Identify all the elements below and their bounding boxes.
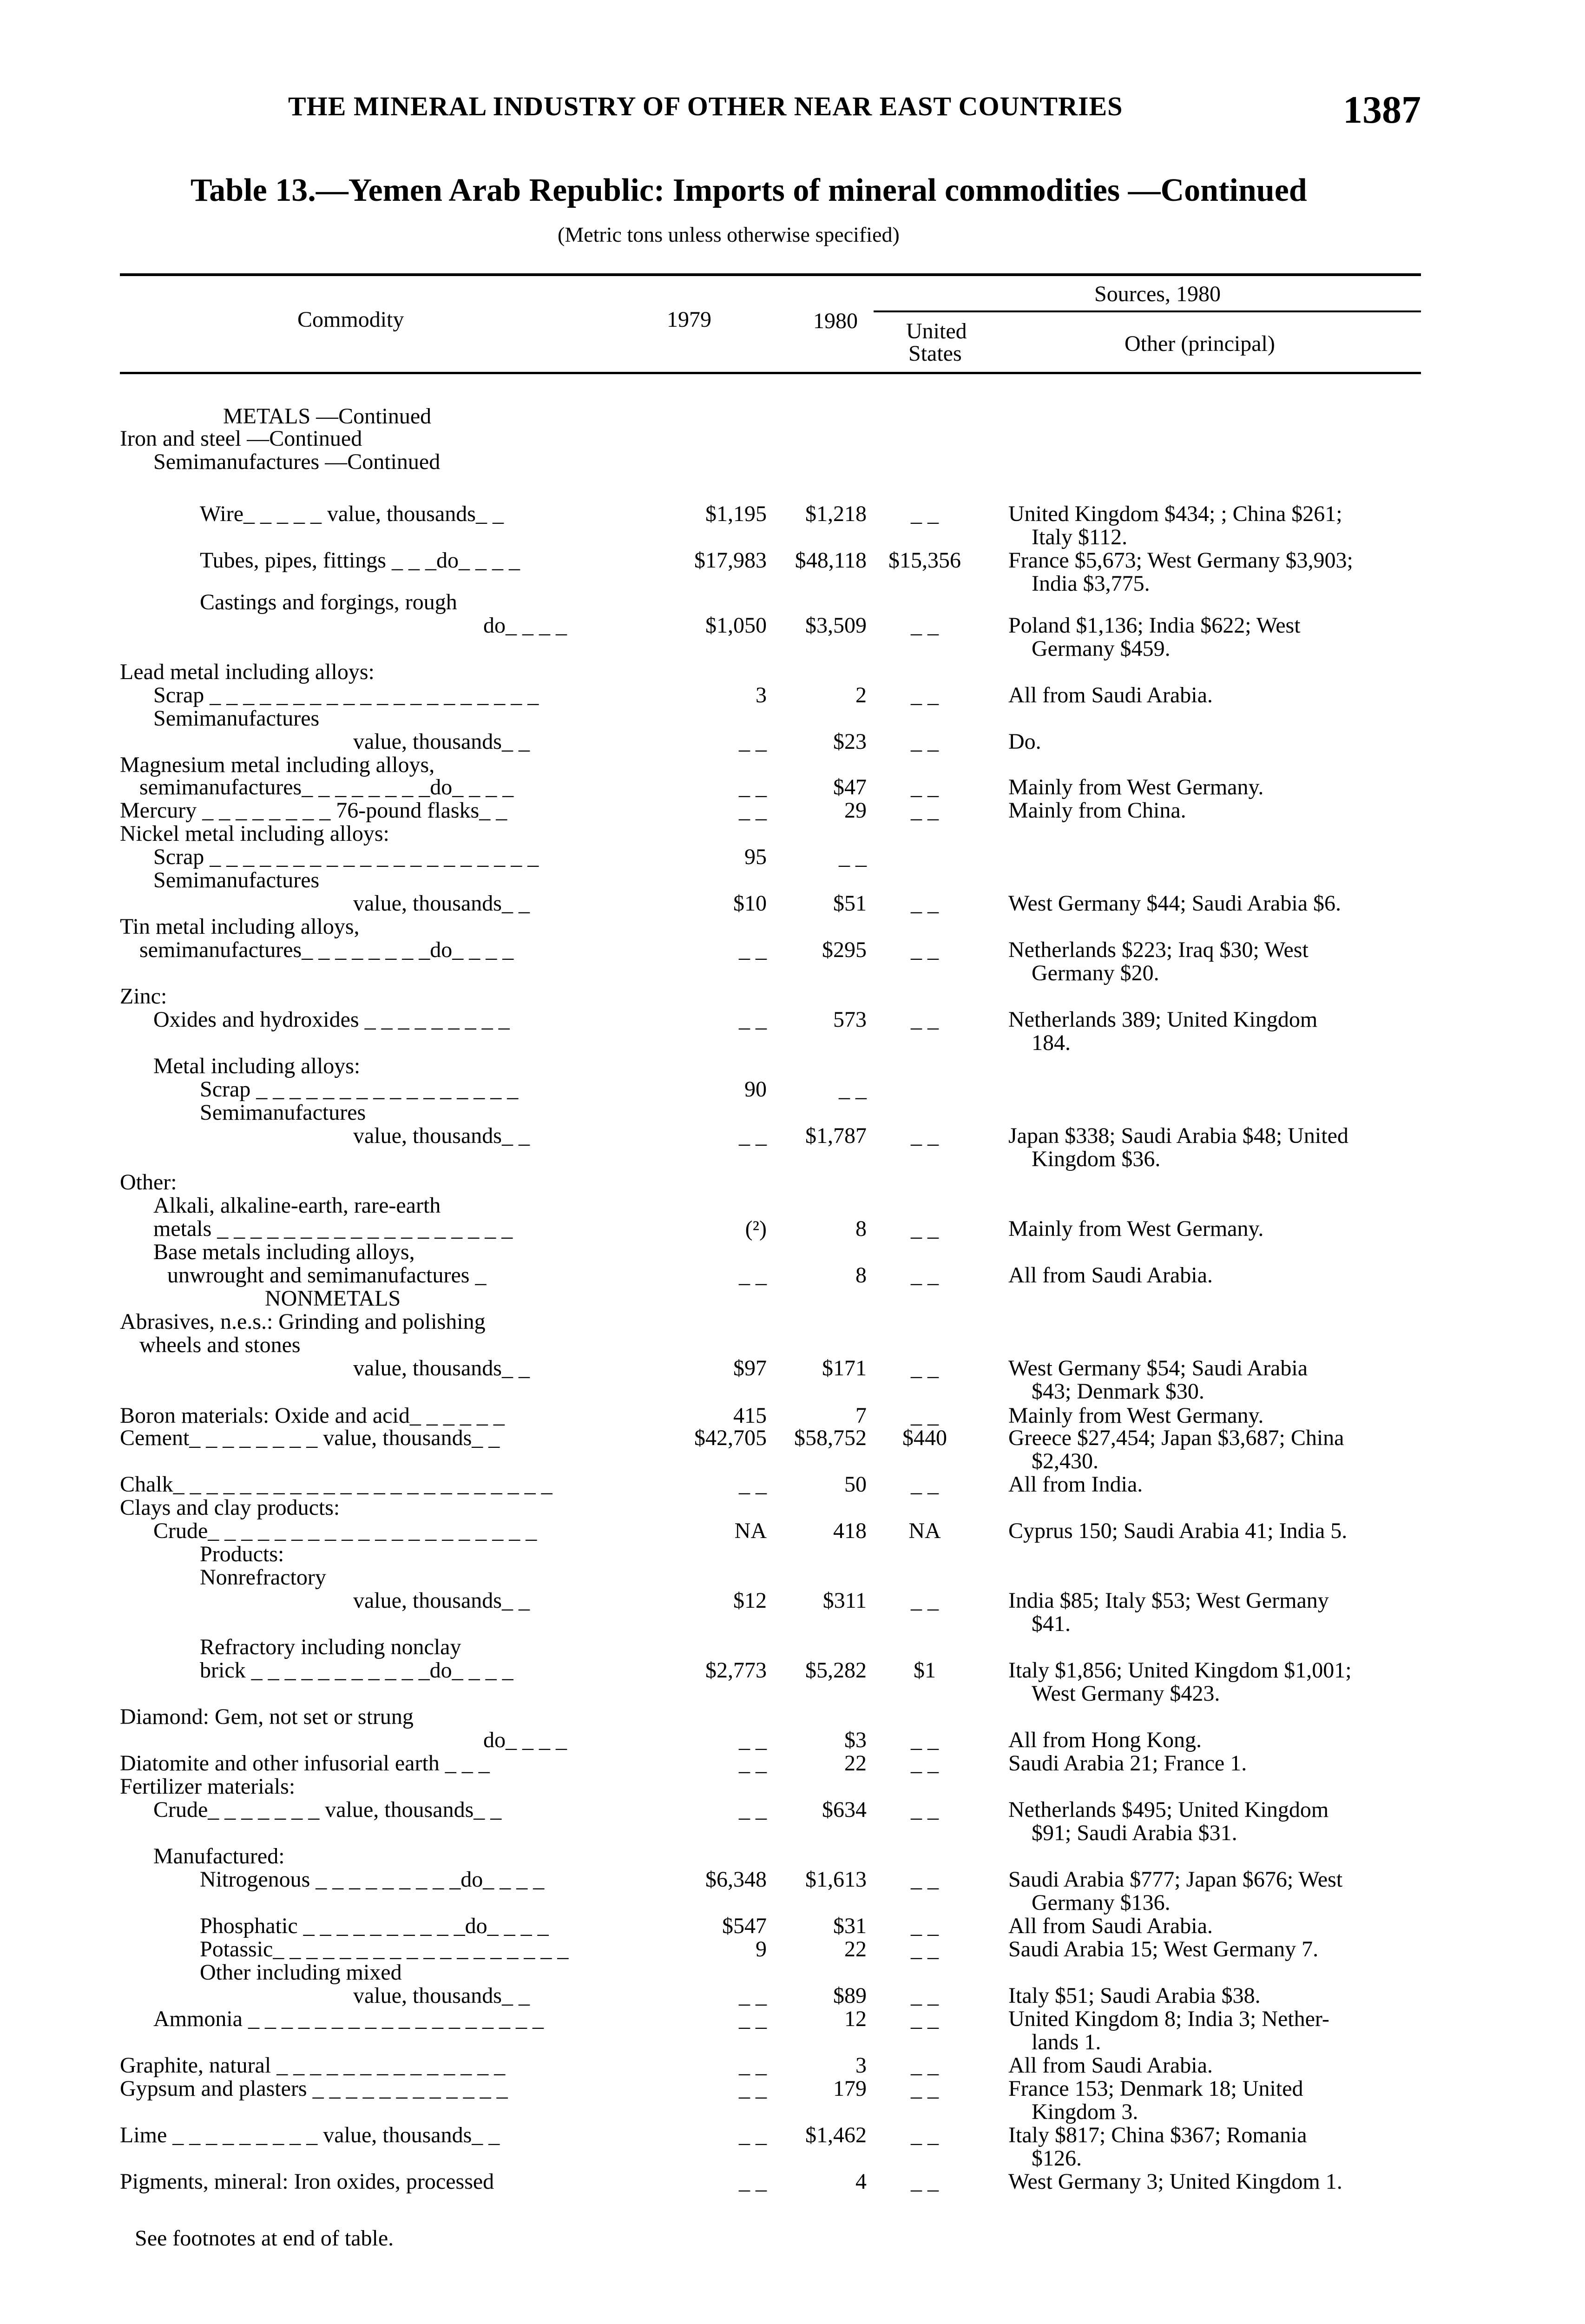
commodity-label: Cement_ _ _ _ _ _ _ _ value, thousands_ _: [120, 1426, 500, 1450]
commodity-label: Scrap _ _ _ _ _ _ _ _ _ _ _ _ _ _ _ _ _ _ _ _: [153, 683, 539, 707]
source-other-line: All from India.: [1008, 1472, 1143, 1497]
value-1980: 50: [844, 1472, 867, 1497]
value-1979: _ _: [739, 775, 767, 799]
value-1980: $1,462: [805, 2123, 867, 2147]
value-united-states: _ _: [911, 1216, 939, 1241]
value-1980: 3: [855, 2053, 867, 2078]
value-1980: 7: [855, 1403, 867, 1428]
source-other-line: $2,430.: [1032, 1449, 1098, 1473]
header-commodity: Commodity: [297, 307, 404, 332]
source-other-line: Germany $459.: [1032, 636, 1171, 661]
value-1980: _ _: [839, 845, 867, 869]
value-united-states: _ _: [911, 502, 939, 526]
value-united-states: _ _: [911, 1263, 939, 1287]
value-1980: $58,752: [794, 1426, 867, 1450]
value-1979: $12: [733, 1588, 767, 1613]
sources-rule: [874, 310, 1421, 312]
value-1979: $1,195: [705, 502, 767, 526]
value-1979: 9: [756, 1937, 767, 1961]
value-1979: _ _: [739, 2169, 767, 2194]
source-other-line: $41.: [1032, 1611, 1071, 1636]
commodity-label: Ammonia _ _ _ _ _ _ _ _ _ _ _ _ _ _ _ _ _ _: [153, 2007, 544, 2031]
value-1979: NA: [734, 1519, 767, 1543]
commodity-label: Zinc:: [120, 984, 167, 1009]
source-other-line: Mainly from China.: [1008, 798, 1186, 823]
header-other: Other (principal): [1125, 331, 1275, 356]
value-1980: 4: [855, 2169, 867, 2194]
source-other-line: $91; Saudi Arabia $31.: [1032, 1821, 1237, 1845]
commodity-label: Oxides and hydroxides _ _ _ _ _ _ _ _ _: [153, 1007, 510, 1032]
source-other-line: United Kingdom $434; ; China $261;: [1008, 502, 1342, 526]
value-1980: 573: [833, 1007, 867, 1032]
value-1979: _ _: [739, 1728, 767, 1752]
value-1979: (²): [745, 1216, 767, 1241]
value-united-states: _ _: [911, 891, 939, 916]
value-1980: $1,787: [805, 1123, 867, 1148]
value-1980: $23: [833, 729, 867, 754]
value-1979: _ _: [739, 1751, 767, 1776]
source-other-line: Mainly from West Germany.: [1008, 1216, 1264, 1241]
source-other-line: Netherlands $223; Iraq $30; West: [1008, 938, 1309, 962]
value-1979: _ _: [739, 938, 767, 962]
commodity-label: Fertilizer materials:: [120, 1774, 296, 1799]
value-united-states: _ _: [911, 613, 939, 638]
source-other-line: $43; Denmark $30.: [1032, 1379, 1204, 1404]
commodity-label: value, thousands_ _: [353, 1123, 530, 1148]
value-1980: $634: [822, 1797, 867, 1822]
value-1979: _ _: [739, 1263, 767, 1287]
commodity-label: Graphite, natural _ _ _ _ _ _ _ _ _ _ _ _ _ _: [120, 2053, 506, 2078]
value-1979: 415: [733, 1403, 767, 1428]
source-other-line: Mainly from West Germany.: [1008, 1403, 1264, 1428]
source-other-line: Netherlands $495; United Kingdom: [1008, 1797, 1329, 1822]
value-1980: $51: [833, 891, 867, 916]
commodity-label: semimanufactures_ _ _ _ _ _ _ _do_ _ _ _: [139, 938, 514, 962]
table-title: Table 13.—Yemen Arab Republic: Imports of mineral commodities —Continued: [191, 172, 1307, 208]
value-1979: $42,705: [694, 1426, 767, 1450]
value-united-states: _ _: [911, 2076, 939, 2101]
running-head: THE MINERAL INDUSTRY OF OTHER NEAR EAST COUNTRIES: [288, 91, 1123, 121]
value-united-states: $1: [914, 1658, 936, 1683]
table-top-rule: [120, 273, 1421, 276]
table-subtitle: (Metric tons unless otherwise specified): [558, 223, 900, 246]
value-united-states: _ _: [911, 938, 939, 962]
value-1980: $295: [822, 938, 867, 962]
commodity-label: Nonrefractory: [200, 1565, 326, 1590]
source-other-line: Germany $20.: [1032, 961, 1159, 985]
value-1979: $6,348: [705, 1867, 767, 1892]
source-other-line: Germany $136.: [1032, 1890, 1171, 1915]
source-other-line: United Kingdom 8; India 3; Nether-: [1008, 2007, 1329, 2031]
commodity-label: Diamond: Gem, not set or strung: [120, 1704, 414, 1729]
commodity-label: value, thousands_ _: [353, 729, 530, 754]
commodity-label: do_ _ _ _: [483, 613, 567, 638]
source-other-line: Italy $1,856; United Kingdom $1,001;: [1008, 1658, 1352, 1683]
commodity-label: Pigments, mineral: Iron oxides, processed: [120, 2169, 494, 2194]
commodity-label: Semimanufactures —Continued: [153, 449, 441, 474]
header-1979: 1979: [667, 307, 711, 332]
commodity-label: Potassic_ _ _ _ _ _ _ _ _ _ _ _ _ _ _ _ _ _: [200, 1937, 569, 1961]
page-number: 1387: [1343, 88, 1421, 132]
header-states: States: [908, 341, 962, 366]
value-1979: 3: [756, 683, 767, 707]
value-united-states: $440: [902, 1426, 947, 1450]
source-other-line: Netherlands 389; United Kingdom: [1008, 1007, 1318, 1032]
value-1979: _ _: [739, 1007, 767, 1032]
commodity-label: Lime _ _ _ _ _ _ _ _ _ value, thousands_ _: [120, 2123, 500, 2147]
value-1979: _ _: [739, 729, 767, 754]
source-other-line: Italy $112.: [1032, 525, 1128, 549]
commodity-label: Castings and forgings, rough: [200, 590, 457, 614]
value-1980: 2: [855, 683, 867, 707]
source-other-line: lands 1.: [1032, 2030, 1101, 2054]
commodity-label: value, thousands_ _: [353, 891, 530, 916]
value-1980: $31: [833, 1914, 867, 1938]
commodity-label: Other including mixed: [200, 1960, 402, 1985]
source-other-line: India $3,775.: [1032, 571, 1150, 596]
commodity-label: value, thousands_ _: [353, 1588, 530, 1613]
section-heading: NONMETALS: [265, 1286, 401, 1311]
value-united-states: _ _: [911, 1728, 939, 1752]
footnote: See footnotes at end of table.: [135, 2226, 394, 2251]
source-other-line: Do.: [1008, 729, 1041, 754]
value-1980: $3: [844, 1728, 867, 1752]
commodity-label: Iron and steel —Continued: [120, 426, 362, 451]
value-1980: 8: [855, 1216, 867, 1241]
commodity-label: Abrasives, n.e.s.: Grinding and polishing: [120, 1309, 486, 1334]
value-1979: $17,983: [694, 548, 767, 573]
source-other-line: 184.: [1032, 1030, 1071, 1055]
value-united-states: _ _: [911, 1403, 939, 1428]
value-united-states: _ _: [911, 2123, 939, 2147]
value-united-states: _ _: [911, 729, 939, 754]
commodity-label: Other:: [120, 1170, 177, 1195]
commodity-label: Boron materials: Oxide and acid_ _ _ _ _ _: [120, 1403, 505, 1428]
source-other-line: Italy $817; China $367; Romania: [1008, 2123, 1307, 2147]
value-united-states: _ _: [911, 2007, 939, 2031]
value-1979: _ _: [739, 1797, 767, 1822]
source-other-line: West Germany $423.: [1032, 1681, 1220, 1706]
value-united-states: _ _: [911, 1937, 939, 1961]
commodity-label: Magnesium metal including alloys,: [120, 753, 435, 777]
commodity-label: Gypsum and plasters _ _ _ _ _ _ _ _ _ _ _ _: [120, 2076, 508, 2101]
value-united-states: _ _: [911, 1588, 939, 1613]
source-other-line: All from Saudi Arabia.: [1008, 2053, 1213, 2078]
value-united-states: _ _: [911, 798, 939, 823]
value-united-states: _ _: [911, 2169, 939, 2194]
commodity-label: Lead metal including alloys:: [120, 660, 375, 684]
source-other-line: France $5,673; West Germany $3,903;: [1008, 548, 1353, 573]
value-1979: 90: [744, 1077, 767, 1102]
source-other-line: All from Saudi Arabia.: [1008, 683, 1213, 707]
source-other-line: Italy $51; Saudi Arabia $38.: [1008, 1983, 1261, 2008]
source-other-line: Poland $1,136; India $622; West: [1008, 613, 1301, 638]
header-1980: 1980: [813, 309, 858, 333]
value-1980: $5,282: [805, 1658, 867, 1683]
commodity-label: Scrap _ _ _ _ _ _ _ _ _ _ _ _ _ _ _ _ _ _ _ _: [153, 845, 539, 869]
source-other-line: West Germany $54; Saudi Arabia: [1008, 1356, 1308, 1380]
commodity-label: Tubes, pipes, fittings _ _ _do_ _ _ _: [200, 548, 520, 573]
source-other-line: Mainly from West Germany.: [1008, 775, 1264, 799]
value-1979: _ _: [739, 1472, 767, 1497]
commodity-label: metals _ _ _ _ _ _ _ _ _ _ _ _ _ _ _ _ _ _: [153, 1216, 513, 1241]
value-1980: $1,613: [805, 1867, 867, 1892]
source-other-line: All from Saudi Arabia.: [1008, 1914, 1213, 1938]
value-1980: 12: [844, 2007, 867, 2031]
value-1979: $1,050: [705, 613, 767, 638]
value-1980: 22: [844, 1751, 867, 1776]
commodity-label: Semimanufactures: [153, 868, 320, 892]
section-heading: METALS —Continued: [223, 404, 432, 429]
commodity-label: Base metals including alloys,: [153, 1240, 415, 1264]
source-other-line: France 153; Denmark 18; United: [1008, 2076, 1303, 2101]
value-1980: 22: [844, 1937, 867, 1961]
commodity-label: Scrap _ _ _ _ _ _ _ _ _ _ _ _ _ _ _ _: [200, 1077, 519, 1102]
commodity-label: Nitrogenous _ _ _ _ _ _ _ _ _do_ _ _ _: [200, 1867, 545, 1892]
commodity-label: do_ _ _ _: [483, 1728, 567, 1752]
value-1980: 418: [833, 1519, 867, 1543]
value-1979: _ _: [739, 798, 767, 823]
commodity-label: Manufactured:: [153, 1844, 285, 1868]
source-other-line: West Germany $44; Saudi Arabia $6.: [1008, 891, 1341, 916]
source-other-line: Cyprus 150; Saudi Arabia 41; India 5.: [1008, 1519, 1348, 1543]
value-1979: _ _: [739, 2053, 767, 2078]
commodity-label: Phosphatic _ _ _ _ _ _ _ _ _ _do_ _ _ _: [200, 1914, 549, 1938]
commodity-label: Crude_ _ _ _ _ _ _ value, thousands_ _: [153, 1797, 502, 1822]
value-1979: $2,773: [705, 1658, 767, 1683]
commodity-label: Semimanufactures: [153, 706, 320, 731]
source-other-line: $126.: [1032, 2146, 1082, 2171]
header-bottom-rule: [120, 372, 1421, 374]
commodity-label: Clays and clay products:: [120, 1495, 340, 1520]
commodity-label: Semimanufactures: [200, 1100, 366, 1125]
value-1979: _ _: [739, 2007, 767, 2031]
value-1979: $547: [722, 1914, 767, 1938]
value-united-states: _ _: [911, 1983, 939, 2008]
value-united-states: _ _: [911, 1356, 939, 1380]
commodity-label: Products:: [200, 1542, 284, 1566]
value-1980: $48,118: [795, 548, 867, 573]
value-1979: _ _: [739, 1123, 767, 1148]
commodity-label: Metal including alloys:: [153, 1054, 361, 1078]
commodity-label: unwrought and semimanufactures _: [167, 1263, 487, 1287]
source-other-line: Kingdom 3.: [1032, 2100, 1138, 2124]
value-1979: _ _: [739, 2123, 767, 2147]
value-united-states: _ _: [911, 1472, 939, 1497]
value-united-states: _ _: [911, 1867, 939, 1892]
commodity-label: Refractory including nonclay: [200, 1635, 461, 1659]
commodity-label: Mercury _ _ _ _ _ _ _ _ 76-pound flasks_ _: [120, 798, 507, 823]
commodity-label: Diatomite and other infusorial earth _ _ _: [120, 1751, 490, 1776]
value-united-states: _ _: [911, 2053, 939, 2078]
commodity-label: Tin metal including alloys,: [120, 914, 360, 939]
value-united-states: _ _: [911, 1751, 939, 1776]
value-1979: _ _: [739, 1983, 767, 2008]
value-1979: $10: [733, 891, 767, 916]
value-1980: 8: [855, 1263, 867, 1287]
value-1980: $1,218: [805, 502, 867, 526]
value-1980: $47: [833, 775, 867, 799]
value-united-states: _ _: [911, 1123, 939, 1148]
value-1980: 29: [844, 798, 867, 823]
source-other-line: Greece $27,454; Japan $3,687; China: [1008, 1426, 1344, 1450]
commodity-label: brick _ _ _ _ _ _ _ _ _ _ _do_ _ _ _: [200, 1658, 513, 1683]
commodity-label: value, thousands_ _: [353, 1983, 530, 2008]
value-united-states: $15,356: [888, 548, 961, 573]
source-other-line: Saudi Arabia $777; Japan $676; West: [1008, 1867, 1343, 1892]
commodity-label: wheels and stones: [139, 1333, 301, 1357]
value-united-states: NA: [908, 1519, 941, 1543]
header-united: United: [906, 319, 967, 343]
value-1979: _ _: [739, 2076, 767, 2101]
value-united-states: _ _: [911, 1914, 939, 1938]
source-other-line: Saudi Arabia 15; West Germany 7.: [1008, 1937, 1319, 1961]
commodity-label: Wire_ _ _ _ _ value, thousands_ _: [200, 502, 504, 526]
source-other-line: All from Hong Kong.: [1008, 1728, 1202, 1752]
commodity-label: value, thousands_ _: [353, 1356, 530, 1380]
commodity-label: Chalk_ _ _ _ _ _ _ _ _ _ _ _ _ _ _ _ _ _ _ _ _ _ _: [120, 1472, 552, 1497]
header-sources: Sources, 1980: [1094, 282, 1221, 306]
value-1979: 95: [744, 845, 767, 869]
source-other-line: Kingdom $36.: [1032, 1147, 1161, 1171]
value-united-states: _ _: [911, 683, 939, 707]
source-other-line: Saudi Arabia 21; France 1.: [1008, 1751, 1247, 1776]
commodity-label: Crude_ _ _ _ _ _ _ _ _ _ _ _ _ _ _ _ _ _ _ _: [153, 1519, 537, 1543]
commodity-label: semimanufactures_ _ _ _ _ _ _ _do_ _ _ _: [139, 775, 514, 799]
value-united-states: _ _: [911, 1797, 939, 1822]
source-other-line: All from Saudi Arabia.: [1008, 1263, 1213, 1287]
source-other-line: India $85; Italy $53; West Germany: [1008, 1588, 1329, 1613]
value-1980: $89: [833, 1983, 867, 2008]
value-1980: 179: [833, 2076, 867, 2101]
value-1979: $97: [733, 1356, 767, 1380]
value-1980: _ _: [839, 1077, 867, 1102]
commodity-label: Alkali, alkaline-earth, rare-earth: [153, 1193, 441, 1218]
value-united-states: _ _: [911, 1007, 939, 1032]
value-united-states: _ _: [911, 775, 939, 799]
source-other-line: Japan $338; Saudi Arabia $48; United: [1008, 1123, 1348, 1148]
commodity-label: Nickel metal including alloys:: [120, 821, 389, 846]
value-1980: $171: [822, 1356, 867, 1380]
value-1980: $3,509: [805, 613, 867, 638]
value-1980: $311: [822, 1588, 867, 1613]
source-other-line: West Germany 3; United Kingdom 1.: [1008, 2169, 1342, 2194]
